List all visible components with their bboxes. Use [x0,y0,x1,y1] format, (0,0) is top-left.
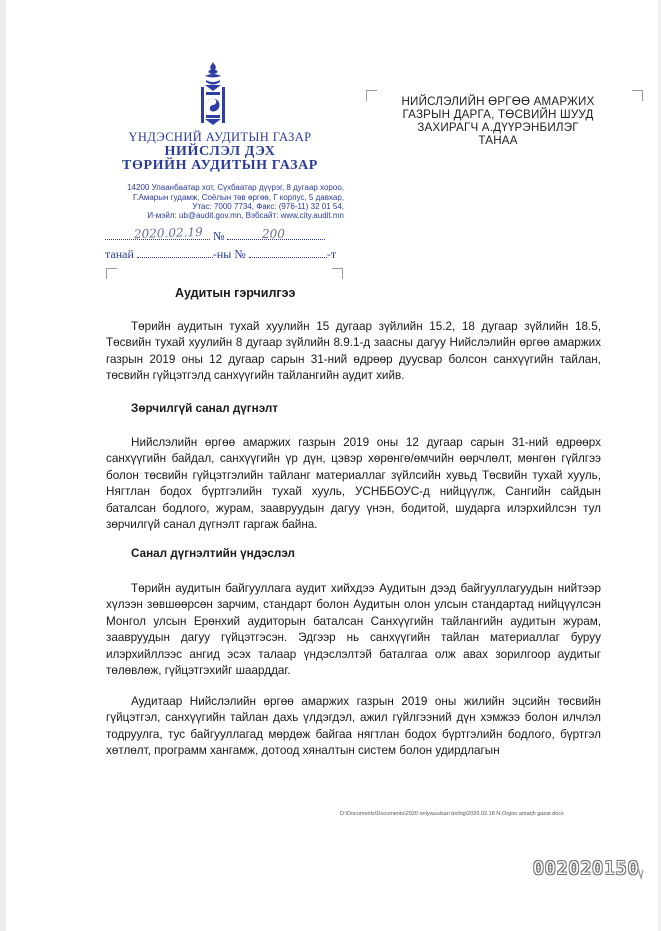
number-label: № [213,229,225,243]
body-paragraph [106,694,601,760]
subject-corner-mark [106,268,117,279]
addressee-line: ЗАХИРАГЧ А.ДҮҮРЭНБИЛЭГ [417,121,579,134]
addressee-line: ГАЗРЫН ДАРГА, ТӨСВИЙН ШУУД [402,108,594,121]
file-path-footer: D:\Documents\Documents\2020 onlywuulsan bichig\2020.02.18 N-Orgoo amarjh gazar.docx [340,811,564,817]
ref-number-line [249,246,327,258]
handwritten-number: 200 [262,227,285,241]
section-heading: Санал дүгнэлтийн үндэслэл [131,547,295,560]
org-name-line1: ҮНДЭСНИЙ АУДИТЫН ГАЗАР [128,130,312,144]
phone-fax-line: Утас: 7000 7734, Факс: (976-11) 32 01 54, [192,202,344,211]
addressee-corner-mark [366,90,377,101]
addressee-line: ТАНАА [478,134,518,147]
stamp-tick-icon [635,862,645,880]
scan-left-edge [0,0,6,931]
handwritten-date: 2020.02.19 [133,224,203,242]
addressee-corner-mark [632,90,643,101]
ny-num-label: -ны № [212,247,246,261]
ref-date-line [137,246,213,258]
incoming-reference-row [105,246,336,262]
address-line: Г.Амарын гудамж, Соёлын төв өргөө, Г корпус, 5 давхар, [132,193,344,202]
tanai-label: танай [105,247,134,261]
address-line: 14200 Улаанбаатар хот, Сүхбаатар дүүрэг, 8 дугаар хороо, [127,183,344,192]
paragraph-text: Аудитаар Нийслэлийн өргөө амаржих газрын 2019 оны жилийн эцсийн төсвийн гүйцэтгэл, санхүүгийн тайлан дахь үлдэгдэл, ажил гүйлгээний дүн хэмжээ болон илчлэл тодруулга, тус байгууллагад мөрдөж байгаа нягтлан бодох бүртгэлийн бодлого, бүртгэл хөтлөлт, программ хангамж, дотоод хяналтын систем болон удирдлагын [106,695,601,758]
page-stamp-number: 002020150 [533,858,640,879]
t-label: -т [326,247,337,261]
org-name-line2: НИЙСЛЭЛ ДЭХ [164,144,276,159]
body-paragraph [106,319,601,385]
paragraph-text: Нийслэлийн өргөө амаржих газрын 2019 оны 12 дугаар сарын 31-ний өдрөөрх санхүүгийн байдал, санхүүгийн үр дүн, цэвэр хөрөнгө/өмчийн өөрчлөлт, мөнгөн гүйлгээ болон төсвийн гүйцэтгэлийн тайланг материаллаг зүйлсийн хувьд Төсвийн тухай хууль, Нягтлан бодох бүртгэлийн тухай хууль, УСНББОУС-д нийцүүлж, Сангийн сайдын баталсан бодлого, журам, заавруудын дагуу үнэн, бодитой, шударга илэрхийлсэн тул зөрчилгүй санал дүгнэлт гаргаж байна. [106,436,601,532]
subject-corner-mark [332,268,343,279]
org-name-line3: ТӨРИЙН АУДИТЫН ГАЗАР [122,158,318,173]
addressee-line: НИЙСЛЭЛИЙН ӨРГӨӨ АМАРЖИХ [401,95,595,108]
body-paragraph [106,435,601,533]
email-website-line: И-мэйл: ub@audit.gov.mn, Вэбсайт: www.city.audit.mn [147,211,344,220]
paragraph-text: Төрийн аудитын байгууллага аудит хийхдээ Аудитын дээд байгууллагуудын нийтээр хүлээн зөвшөөрсөн зарчим, стандарт болон Аудитын олон улсын стандартад нийцүүлсэн Монгол улсын Ерөнхий аудиторын баталсан Санхүүгийн тайлангийн аудитын журам, заавруудын дагуу гүйцэтгэсэн. Эдгээр нь санхүүгийн тайлан материаллаг буруу илэрхийллээс ангид эсэх талаар үндэслэлтэй баталгаа олж авах зорилгоор аудитыг төлөвлөж, гүйцэтгэхийг шаарддаг. [106,582,601,678]
body-paragraph [106,581,601,679]
paragraph-text: Төрийн аудитын тухай хуулийн 15 дугаар зүйлийн 15.2, 18 дугаар зүйлийн 18.5, Төсвийн тухай хуулийн 8 дугаар зүйлийн 8.9.1-д заасны дагуу Нийслэлийн өргөө амаржих газрын 2019 оны 12 дугаар сарын 31-ний өдрөөр дуусвар болсон санхүүгийн тайлан, төсвийн гүйцэтгэлд санхүүгийн тайлангийн аудит хийв. [106,320,601,383]
section-heading: Зөрчилгүй санал дүгнэлт [131,402,279,415]
addressee-block [380,95,616,147]
document-title: Аудитын гэрчилгээ [175,286,296,300]
soyombo-emblem-icon [198,60,228,128]
